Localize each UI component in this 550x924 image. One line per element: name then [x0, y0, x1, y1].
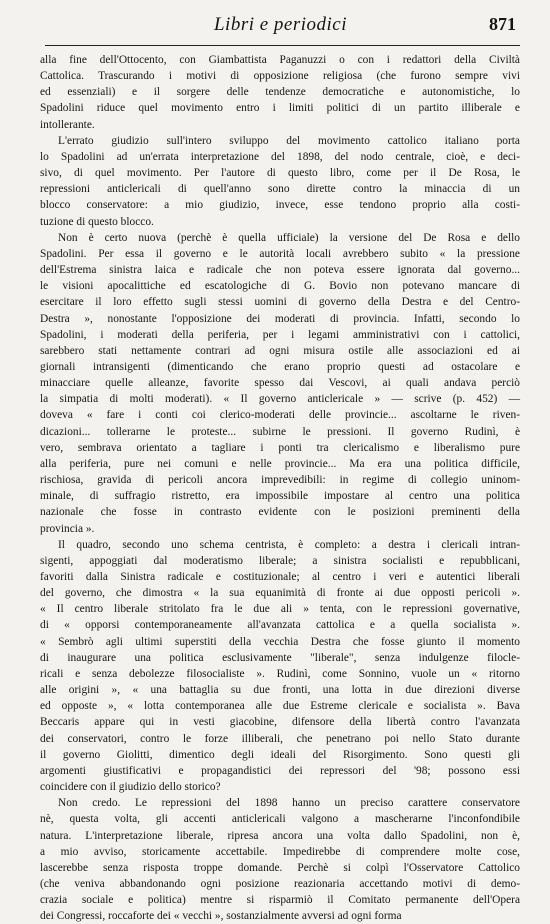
- text-line: nè, questa volta, gli accenti anticlericali valgono a mascherarne l'inconfondibile: [40, 813, 520, 826]
- text-line: il governo Giolitti, dimentico degli ideali del Risorgimento. Sono questi gli: [40, 748, 520, 761]
- text-line: alle origini », « una battaglia su due fronti, una lotta in due direzioni diverse: [40, 684, 520, 697]
- text-line: natura. L'interpretazione liberale, ripresa ancora una volta dallo Spadolini, non è,: [40, 829, 520, 842]
- page-header: [45, 14, 516, 44]
- text-line: dicazioni... tollerarne le proteste... subirne le pressioni. Il governo Rudinì, è: [40, 425, 520, 438]
- text-line: « Il centro liberale stritolato fra le due ali » tenta, con le repressioni governative,: [40, 603, 520, 616]
- text-line: dei conservatori, contro le forze illiberali, che penetrano poi nello Stato durante: [40, 732, 520, 745]
- text-line: Non credo. Le repressioni del 1898 hanno un preciso carattere conservatore: [58, 797, 520, 810]
- text-line: intollerante.: [40, 118, 95, 131]
- text-line: le visioni apocalittiche ed escatologiche di G. Bovio non potevano mancare di: [40, 280, 520, 293]
- text-line: ed essenziali) e il sorgere delle tendenze democratiche e autonomistiche, lo: [40, 86, 520, 99]
- text-line: giornali intransigenti (dimenticando che erano proprio questi ad ostacolare e: [40, 360, 520, 373]
- text-line: crazia sociale e politica) mentre si risparmiò il Comitato permanente dell'Opera: [40, 894, 520, 907]
- text-line: Non è certo nuova (perchè è quella ufficiale) la versione del De Rosa e dello: [58, 231, 520, 244]
- text-line: doveva « fare i conti coi clerico-moderati delle provincie... ascoltarne le riven-: [40, 409, 520, 422]
- article-body: [40, 52, 520, 924]
- text-line: minale, di suffragio ristretto, era impossibile impostare al centro una politica: [40, 490, 520, 503]
- text-line: favoriti dalla Sinistra radicale e costituzionale; al centro i veri e autentici liberali: [40, 571, 520, 583]
- text-line: coincidere con il giudizio dello storico?: [40, 781, 221, 794]
- text-line: vero, sembrava orientato a tagliare i ponti tra clericalismo e liberalismo pure: [40, 441, 520, 454]
- text-line: minacciare quelle alleanze, favorite spesso dai Vescovi, ai quali andava perciò: [40, 377, 520, 390]
- text-line: la simpatia di molti moderati). « Il governo anticlericale » — scrive (p. 452) —: [40, 393, 520, 406]
- text-line: sivo, di quel movimento. Per l'autore di questo libro, come per il De Rosa, le: [40, 167, 520, 180]
- text-line: blocco conservatore: a mio giudizio, invece, esse tendono proprio alla costi-: [40, 199, 520, 212]
- text-line: di « opporsi contemporaneamente all'avanzata cattolica e a quella socialista ».: [40, 619, 520, 632]
- text-line: lo Spadolini ad un'errata interpretazione del 1898, del nodo centrale, cioè, e deci-: [40, 150, 520, 163]
- text-line: sarebbero stati nettamente contrari ad ogni misura ostile alle associazioni ed ai: [40, 344, 520, 357]
- text-line: esercitare il loro effetto sugli stessi uomini di governo della Destra e del Centro-: [40, 296, 520, 309]
- text-line: Spadolini riduce quel movimento entro i limiti politici di un partito illiberale e: [40, 102, 520, 115]
- text-line: Destra », nonostante l'opposizione dei moderati di provincia. Infatti, secondo lo: [40, 312, 520, 325]
- text-line: Spadolini. Per essa il governo e le autorità locali avrebbero subito « la pressione: [40, 247, 520, 260]
- text-line: L'errato giudizio sull'intero sviluppo del movimento cattolico italiano porta: [58, 134, 520, 147]
- text-line: Beccaris appare qui in vesti giacobine, difensore della libertà contro l'avanzata: [40, 716, 520, 729]
- text-line: ed opposte », « lotta contemporanea alle due Estreme clericale e socialista ». Bava: [40, 700, 520, 713]
- text-line: argomenti giustificativi e propagandistici dei repressori del '98; possono essi: [40, 764, 520, 777]
- page-number: 871: [489, 14, 516, 34]
- text-line: nazionale che fosse in contrasto evidente con le posizioni preminenti della: [40, 506, 520, 519]
- text-line: repressioni anticlericali di quell'anno sono dirette contro la minaccia di un: [40, 183, 520, 196]
- header-rule: [45, 45, 520, 46]
- text-line: a mio avviso, storicamente accettabile. Impedirebbe di comprendere molte cose,: [40, 845, 520, 858]
- text-line: del governo, che dimostra « la sua equanimità di fronte ai due opposti pericoli ».: [40, 587, 520, 600]
- running-title: Libri e periodici: [213, 14, 348, 35]
- text-line: dell'Estrema sinistra laica e radicale che non poteva essere ignorata dal governo...: [40, 264, 520, 277]
- text-line: alla periferia, pure nei comuni e nelle provincie... Ma era una politica difficile,: [40, 457, 520, 470]
- text-line: ricali e senza debolezze filosocialiste ». Rudinì, come Sonnino, vuole un « ritorno: [40, 667, 520, 680]
- text-line: rischiosa, gravida di pericoli ancora imprevedibili: in regime di collegio uninom-: [40, 474, 520, 487]
- text-line: tuzione di questo blocco.: [40, 215, 154, 228]
- text-line: di inaugurare una politica esclusivamente "liberale", senza indulgenze filocle-: [40, 651, 520, 664]
- text-line: lascerebbe senza risposta troppe domande. Perchè si colpì l'Osservatore Cattolico: [40, 861, 520, 874]
- text-line: alla fine dell'Ottocento, con Giambattista Paganuzzi o con i redattori della Civiltà: [40, 54, 520, 66]
- text-line: Spadolini, i moderati della periferia, per i legami amministrativi con i cattolici,: [40, 328, 520, 341]
- text-line: provincia ».: [40, 522, 95, 535]
- text-line: sigenti, appoggiati dal moderatismo liberale; a sinistra socialisti e repubblicani,: [40, 554, 520, 567]
- text-line: Cattolica. Trascurando i motivi di opposizione religiosa (che furono sempre vivi: [40, 70, 520, 83]
- text-line: (che veniva abbandonando ogni posizione reazionaria accettando motivi di demo-: [40, 877, 520, 890]
- text-line: Il quadro, secondo uno schema centrista, è completo: a destra i clericali intran-: [58, 538, 520, 551]
- text-line: dei Congressi, roccaforte dei « vecchi », sostanzialmente avversi ad ogni forma: [40, 910, 402, 923]
- text-line: « Sembrò agli ultimi superstiti della vecchia Destra che fosse giunto il momento: [40, 635, 520, 648]
